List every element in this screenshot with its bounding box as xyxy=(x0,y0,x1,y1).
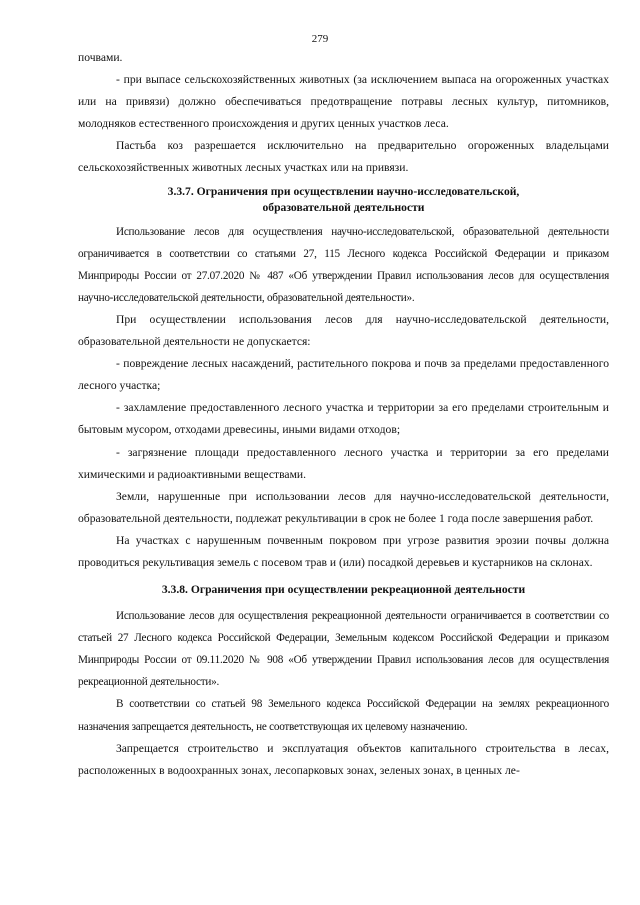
paragraph: Земли, нарушенные при использовании лесов для научно-исследовательской деятельности, образовательной деятельности, подлежат рекультивации в срок не более 1 года после завершения работ. xyxy=(78,489,609,525)
paragraph: Использование лесов для осуществления научно-исследовательской, образовательной деятельности ограничивается в соответствии со статьями 27, 115 Лесного кодекса Российской Федерации и приказом Минприроды России от 27.07.2020 № 487 «Об утверждении Правил использования лесов для осуществления научно-исследовательской деятельности, образовательной деятельности». xyxy=(78,225,609,304)
section-heading-line: 3.3.7. Ограничения при осуществлении научно-исследовательской, xyxy=(167,184,520,198)
paragraph: Использование лесов для осуществления рекреационной деятельности ограничивается в соответствии со статьей 27 Лесного кодекса Российской Федерации, Земельным кодексом Российской Федерации и приказом Минприроды России от 09.11.2020 № 908 «Об утверждении Правил использования лесов для осуществления рекреационной деятельности». xyxy=(78,610,609,689)
section-heading-line: 3.3.8. Ограничения при осуществлении рекреационной деятельности xyxy=(161,583,526,597)
list-item: - захламление предоставленного лесного участка и территории за его пределами строительным и бытовым мусором, отходами древесины, иными видами отходов; xyxy=(78,401,609,437)
section-heading-3-3-8 xyxy=(78,579,609,601)
paragraph: На участках с нарушенным почвенным покровом при угрозе развития эрозии почвы должна проводиться рекультивация земель с посевом трав и (или) посадкой деревьев и кустарников на склонах. xyxy=(78,533,609,569)
paragraph: Пастьба коз разрешается исключительно на предварительно огороженных владельцами сельскохозяйственных животных лесных участках или на привязи. xyxy=(78,139,609,175)
list-item: - повреждение лесных насаждений, растительного покрова и почв за пределами предоставленного лесного участка; xyxy=(78,357,609,393)
document-body xyxy=(78,47,609,782)
paragraph: почвами. xyxy=(78,51,123,64)
list-item: - загрязнение площади предоставленного лесного участка и территории за его пределами химическими и радиоактивными веществами. xyxy=(78,445,609,481)
paragraph: Запрещается строительство и эксплуатация объектов капитального строительства в лесах, расположенных в водоохранных зонах, лесопарковых зонах, зеленых зонах, в ценных ле- xyxy=(78,741,609,777)
paragraph: При осуществлении использования лесов для научно-исследовательской деятельности, образовательной деятельности не допускается: xyxy=(78,312,609,349)
section-heading-3-3-7 xyxy=(78,184,609,216)
list-item: - при выпасе сельскохозяйственных животных (за исключением выпаса на огороженных участках или на привязи) должно обеспечиваться предотвращение потравы лесных культур, питомников, молодняков естественного происхождения и других ценных участков леса. xyxy=(78,73,609,131)
page-number: 279 xyxy=(311,33,329,45)
section-heading-line: образовательной деятельности xyxy=(262,200,425,214)
paragraph: В соответствии со статьей 98 Земельного кодекса Российской Федерации на землях рекреационного назначения запрещается деятельность, не соответствующая их целевому назначению. xyxy=(78,698,609,733)
